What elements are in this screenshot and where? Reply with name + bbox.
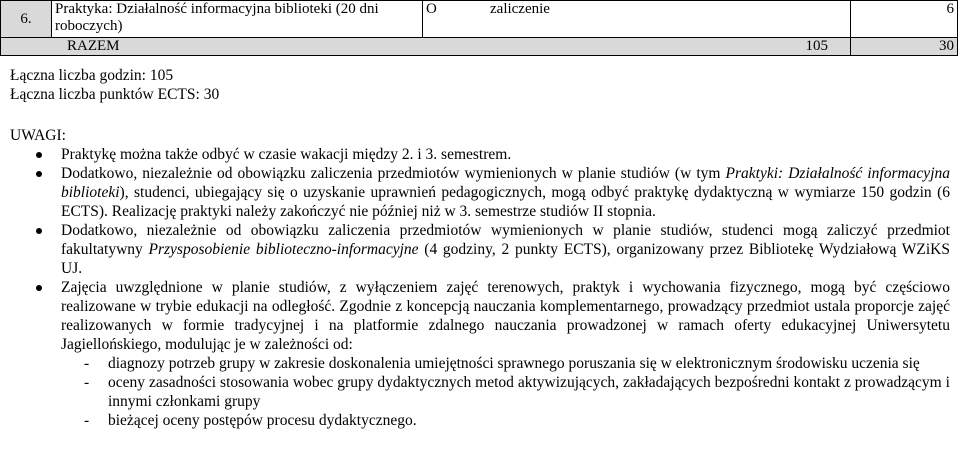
note-text: Praktykę można także odbyć w czasie wakacji między 2. i 3. semestrem. [61,146,512,163]
sub-item-text: diagnozy potrzeb grupy w zakresie doskonalenia umiejętności sprawnego poruszania się w elektronicznym środowisku uczenia się [108,355,920,372]
assessment-type: zaliczenie [487,1,851,38]
list-item [0,145,960,164]
total-hours-line: Łączna liczba godzin: 105 [10,67,174,84]
note-text: (4 godziny, 2 punkty ECTS), organizowany przez Bibliotekę Wydziałową WZiKS UJ. [61,241,950,277]
totals-block [10,66,219,104]
notes-list [0,145,960,430]
list-item [0,278,960,354]
note-italic: Przysposobienie biblioteczno-informacyjne [148,241,419,258]
sub-item-text: bieżącej oceny postępów procesu dydaktycznego. [108,412,417,429]
sub-list-item [0,354,960,373]
bullet-icon [36,152,42,158]
total-label: RAZEM [1,38,488,56]
dash-marker: - [84,355,90,372]
note-text: Zajęcia uwzględnione w planie studiów, z wyłączeniem zajęć terenowych, praktyk i wychowania fizycznego, mogą być częściowo realizowane w trybie edukacji na odległość. Zgodnie z koncepcją nauczania komplementarnego, prowadzący przedmiot ustala proporcje zajęć realizowanych w formie tradycyjnej i na platformie zdalnego nauczania prowadzonej w ramach oferty edukacyjnej Uniwersytetu Jagiellońskiego, modulując je w zależności od: [61,279,950,353]
course-name: Praktyka: Działalność informacyjna biblioteki (20 dni roboczych) [52,1,423,38]
table-row-total [1,38,958,56]
bullet-icon [36,228,42,234]
table-row-practice [1,1,958,38]
total-hours: 105 [487,38,851,56]
course-type: O [423,1,488,38]
sub-item-text: oceny zasadności stosowania wobec grupy dydaktycznych metod aktywizujących, zakładających bezpośredni kontakt z prowadzącym i innymi członkami grupy [108,374,950,410]
note-text: Dodatkowo, niezależnie od obowiązku zaliczenia przedmiotów wymienionych w planie studiów (w tym [61,165,726,182]
list-item [0,164,960,221]
dash-marker: - [84,374,90,391]
total-ects: 30 [851,38,958,56]
note-italic: Praktyki: Działalność informacyjna biblioteki [61,165,950,201]
sub-list-item [0,373,960,411]
notes-heading: UWAGI: [10,127,66,144]
total-ects-line: Łączna liczba punktów ECTS: 30 [10,86,220,103]
bullet-icon [36,285,42,291]
ects-cell: 6 [851,1,958,38]
note-text: Dodatkowo, niezależnie od obowiązku zaliczenia przedmiotów wymienionych w planie studiów, studenci mogą zaliczyć przedmiot fakultatywny [61,222,950,258]
list-item [0,221,960,278]
bullet-icon [36,171,42,177]
row-number: 6. [1,1,52,38]
note-text: ), studenci, ubiegający się o uzyskanie uprawnień pedagogicznych, mogą odbyć praktykę dydaktyczną w wymiarze 150 godzin (6 ECTS). Realizację praktyki należy zakończyć nie później niż w 3. semestrze studiów II stopnia. [61,184,950,220]
sub-list-item [0,411,960,430]
curriculum-table [0,0,958,56]
dash-marker: - [84,412,90,429]
